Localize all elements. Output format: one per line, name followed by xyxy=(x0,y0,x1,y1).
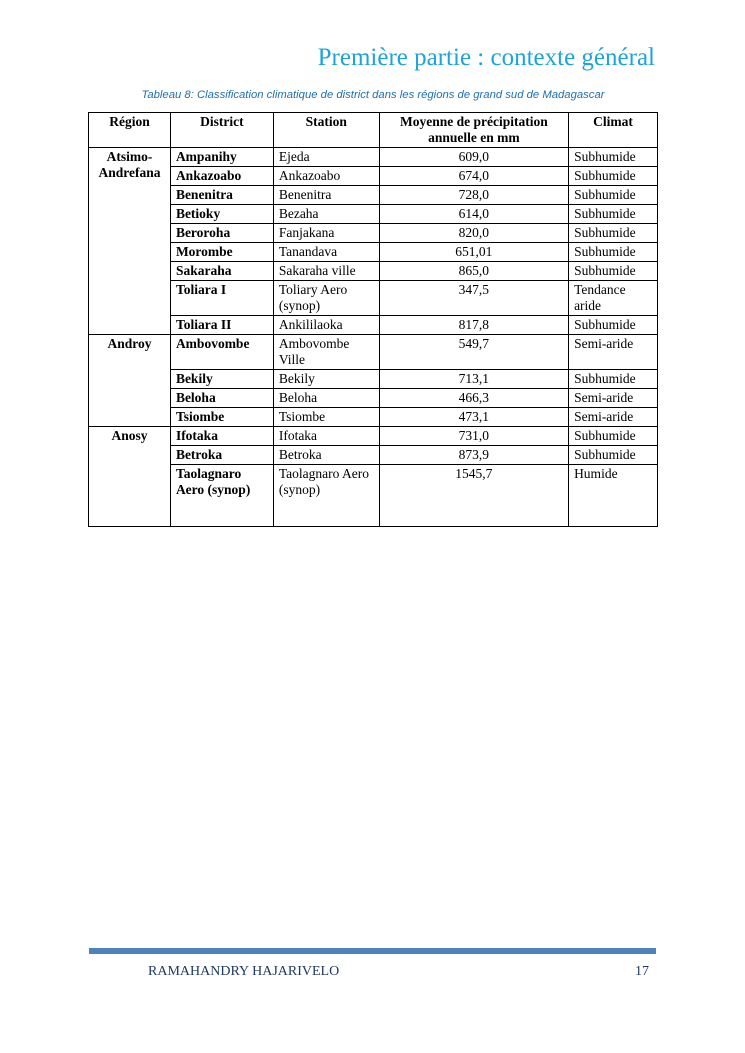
climate-classification-table xyxy=(88,112,658,527)
district-cell: Beloha xyxy=(170,389,273,408)
precipitation-cell: 713,1 xyxy=(379,370,568,389)
climat-cell: Subhumide xyxy=(569,186,658,205)
district-cell: Ifotaka xyxy=(170,427,273,446)
region-cell: Androy xyxy=(89,335,171,427)
station-cell: Toliary Aero (synop) xyxy=(273,281,379,316)
precipitation-cell: 674,0 xyxy=(379,167,568,186)
table-row xyxy=(89,243,658,262)
table-row xyxy=(89,370,658,389)
district-cell: Bekily xyxy=(170,370,273,389)
table-row xyxy=(89,427,658,446)
page-number: 17 xyxy=(635,964,649,979)
station-cell: Ankililaoka xyxy=(273,316,379,335)
table-row xyxy=(89,446,658,465)
column-header-station: Station xyxy=(273,113,379,148)
precipitation-cell: 651,01 xyxy=(379,243,568,262)
district-cell: Benenitra xyxy=(170,186,273,205)
climat-cell: Semi-aride xyxy=(569,335,658,370)
station-cell: Benenitra xyxy=(273,186,379,205)
climat-cell: Subhumide xyxy=(569,167,658,186)
district-cell: Ampanihy xyxy=(170,148,273,167)
footer-rule xyxy=(89,948,656,954)
district-cell: Toliara I xyxy=(170,281,273,316)
region-cell: Anosy xyxy=(89,427,171,527)
table-row xyxy=(89,224,658,243)
precipitation-cell: 549,7 xyxy=(379,335,568,370)
climat-cell: Subhumide xyxy=(569,243,658,262)
precipitation-cell: 614,0 xyxy=(379,205,568,224)
column-header-district: District xyxy=(170,113,273,148)
column-header-climat: Climat xyxy=(569,113,658,148)
district-cell: Ankazoabo xyxy=(170,167,273,186)
page-header-title: Première partie : contexte général xyxy=(317,44,655,71)
climat-cell: Subhumide xyxy=(569,446,658,465)
precipitation-cell: 731,0 xyxy=(379,427,568,446)
region-cell: Atsimo- Andrefana xyxy=(89,148,171,335)
column-header-region: Région xyxy=(89,113,171,148)
station-cell: Ifotaka xyxy=(273,427,379,446)
table-row xyxy=(89,465,658,527)
station-cell: Bezaha xyxy=(273,205,379,224)
station-cell: Fanjakana xyxy=(273,224,379,243)
station-cell: Ankazoabo xyxy=(273,167,379,186)
footer-author: RAMAHANDRY HAJARIVELO xyxy=(148,964,340,979)
climat-cell: Subhumide xyxy=(569,224,658,243)
climat-cell: Subhumide xyxy=(569,205,658,224)
station-cell: Tsiombe xyxy=(273,408,379,427)
precipitation-cell: 728,0 xyxy=(379,186,568,205)
district-cell: Morombe xyxy=(170,243,273,262)
precipitation-cell: 347,5 xyxy=(379,281,568,316)
table-row xyxy=(89,408,658,427)
station-cell: Bekily xyxy=(273,370,379,389)
precipitation-cell: 609,0 xyxy=(379,148,568,167)
table-row xyxy=(89,167,658,186)
table-caption: Tableau 8: Classification climatique de district dans les régions de grand sud de Madagascar xyxy=(141,89,605,101)
precipitation-cell: 865,0 xyxy=(379,262,568,281)
table-row xyxy=(89,148,658,167)
district-cell: Tsiombe xyxy=(170,408,273,427)
table-row xyxy=(89,389,658,408)
station-cell: Betroka xyxy=(273,446,379,465)
climat-cell: Humide xyxy=(569,465,658,527)
station-cell: Tanandava xyxy=(273,243,379,262)
precipitation-cell: 1545,7 xyxy=(379,465,568,527)
climat-cell: Subhumide xyxy=(569,262,658,281)
climat-cell: Tendance aride xyxy=(569,281,658,316)
column-header-precipitation: Moyenne de précipitation annuelle en mm xyxy=(379,113,568,148)
precipitation-cell: 466,3 xyxy=(379,389,568,408)
precipitation-cell: 873,9 xyxy=(379,446,568,465)
district-cell: Ambovombe xyxy=(170,335,273,370)
district-cell: Sakaraha xyxy=(170,262,273,281)
district-cell: Taolagnaro Aero (synop) xyxy=(170,465,273,527)
table-header-row xyxy=(89,113,658,148)
district-cell: Beroroha xyxy=(170,224,273,243)
climat-cell: Semi-aride xyxy=(569,389,658,408)
station-cell: Taolagnaro Aero (synop) xyxy=(273,465,379,527)
precipitation-cell: 817,8 xyxy=(379,316,568,335)
precipitation-cell: 820,0 xyxy=(379,224,568,243)
district-cell: Betioky xyxy=(170,205,273,224)
table-row xyxy=(89,186,658,205)
station-cell: Ejeda xyxy=(273,148,379,167)
station-cell: Sakaraha ville xyxy=(273,262,379,281)
district-cell: Betroka xyxy=(170,446,273,465)
district-cell: Toliara II xyxy=(170,316,273,335)
climat-cell: Subhumide xyxy=(569,148,658,167)
climat-cell: Subhumide xyxy=(569,427,658,446)
precipitation-cell: 473,1 xyxy=(379,408,568,427)
table-row xyxy=(89,281,658,316)
climat-cell: Subhumide xyxy=(569,316,658,335)
climat-cell: Semi-aride xyxy=(569,408,658,427)
table-row xyxy=(89,335,658,370)
station-cell: Ambovombe Ville xyxy=(273,335,379,370)
table-row xyxy=(89,316,658,335)
station-cell: Beloha xyxy=(273,389,379,408)
table-row xyxy=(89,262,658,281)
table-row xyxy=(89,205,658,224)
climat-cell: Subhumide xyxy=(569,370,658,389)
